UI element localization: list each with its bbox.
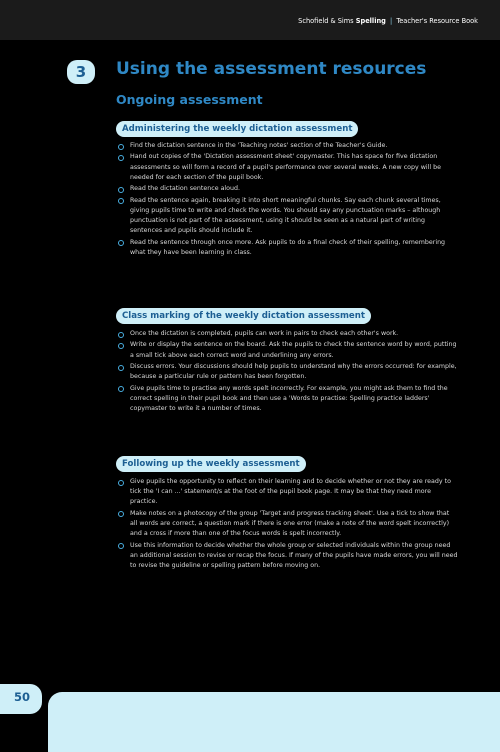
list-item: Find the dictation sentence in the 'Teaching notes' section of the Teacher's Guide. [118, 141, 458, 151]
bullet-circle-icon [118, 198, 124, 204]
header-separator: | [389, 17, 393, 25]
list-item: Hand out copies of the 'Dictation assessment sheet' copymaster. This has space for five dictation assessments so will form a record of a pupil's performance over several weeks. A new copy will be needed for each section of the pupil book. [118, 152, 458, 183]
list-item: Give pupils time to practise any words spelt incorrectly. For example, you might ask them to find the correct spelling in their pupil book and then use a 'Words to practise: Spelling practice ladders' copymaster to write it a number of times. [118, 384, 458, 415]
list-item: Use this information to decide whether the whole group or selected individuals within the group need an additional session to revise or recap the focus. If many of the pupils have made errors, you will need to revise the guideline or spelling pattern before moving on. [118, 541, 458, 572]
bullet-list-following-up [118, 477, 458, 572]
bullet-circle-icon [118, 155, 124, 161]
list-item: Give pupils the opportunity to reflect on their learning and to decide whether or not they are ready to tick the 'I can ...' statement/s at the foot of the pupil book page. It may be that they need more practice. [118, 477, 458, 508]
list-item: Make notes on a photocopy of the group 'Target and progress tracking sheet'. Use a tick to show that all words are correct, a question mark if there is one error (make a note of the word spelt incorrectly) and a cross if more than one of the focus words is spelt incorrectly. [118, 509, 458, 540]
bullet-circle-icon [118, 365, 124, 371]
book-header [298, 17, 478, 25]
bullet-circle-icon [118, 343, 124, 349]
chapter-number-badge: 3 [67, 60, 95, 84]
subheading-administering: Administering the weekly dictation assessment [116, 121, 358, 137]
bullet-circle-icon [118, 386, 124, 392]
bullet-list-class-marking [118, 329, 458, 415]
bullet-circle-icon [118, 511, 124, 517]
bullet-circle-icon [118, 144, 124, 150]
page-number: 50 [14, 690, 31, 704]
list-item: Once the dictation is completed, pupils can work in pairs to check each other's work. [118, 329, 458, 339]
section-title: Ongoing assessment [116, 92, 263, 107]
book-name: Teacher's Resource Book [396, 17, 478, 25]
list-item: Read the sentence again, breaking it into short meaningful chunks. Say each chunk several times, giving pupils time to write and check the words. You should say any punctuation marks – although punctuation is not part of the assessment, using it should be seen as a natural part of writing sentences and pupils should include it. [118, 196, 458, 237]
list-item: Discuss errors. Your discussions should help pupils to understand why the errors occurred: for example, because a particular rule or pattern has been forgotten. [118, 362, 458, 382]
bullet-circle-icon [118, 332, 124, 338]
subheading-class-marking: Class marking of the weekly dictation assessment [116, 308, 371, 324]
bullet-circle-icon [118, 543, 124, 549]
bullet-list-administering [118, 141, 458, 259]
chapter-title: Using the assessment resources [116, 59, 427, 79]
bullet-circle-icon [118, 480, 124, 486]
publisher-name: Schofield & Sims [298, 17, 354, 25]
bullet-circle-icon [118, 240, 124, 246]
footer-panel [48, 692, 500, 752]
list-item: Write or display the sentence on the board. Ask the pupils to check the sentence word by word, putting a small tick above each correct word and underlining any errors. [118, 340, 458, 360]
top-header-bar [0, 0, 500, 40]
list-item: Read the sentence through once more. Ask pupils to do a final check of their spelling, remembering what they have been learning in class. [118, 238, 458, 258]
bullet-circle-icon [118, 187, 124, 193]
series-name: Spelling [355, 17, 386, 25]
subheading-following-up: Following up the weekly assessment [116, 456, 306, 472]
list-item: Read the dictation sentence aloud. [118, 184, 458, 194]
